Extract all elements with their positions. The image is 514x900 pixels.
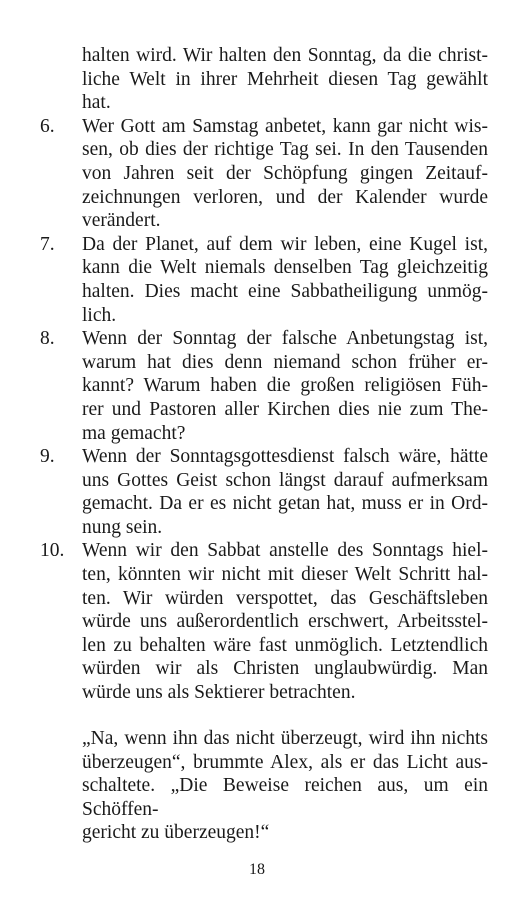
text-line: würde uns außerordentlich erschwert, Arbeitsstel- [82,611,488,633]
numbered-list [40,44,488,705]
text-line: ma gemacht? [82,422,186,444]
text-line: liche Welt in ihrer Mehrheit diesen Tag gewählt [82,68,488,90]
item-number: 8. [40,328,55,350]
text-line: hat. [82,92,111,114]
item-number: 9. [40,446,55,468]
list-item-continued [40,44,488,115]
text-line: halten wird. Wir halten den Sonntag, da die christ- [82,45,488,66]
item-number: 6. [40,115,55,137]
text-line: Wenn wir den Sabbat anstelle des Sonntags hiel- [82,540,488,562]
list-item-6 [40,115,488,233]
text-line: uns Gottes Geist schon längst darauf aufmerksam [82,469,488,491]
text-line: verändert. [82,210,161,232]
list-item-10 [40,539,488,704]
list-item-9 [40,445,488,539]
closing-paragraph [82,727,488,845]
text-line: schaltete. „Die Beweise reichen aus, um ein Schöffen- [82,775,488,820]
text-line: kannt? Warum haben die großen religiösen Füh- [82,375,488,397]
text-line: sen, ob dies der richtige Tag sei. In den Tausenden [82,139,488,161]
text-line: ten. Wir würden verspottet, das Geschäftsleben [82,587,488,609]
text-line: zeichnungen verloren, und der Kalender wurde [82,186,488,208]
item-number: 10. [40,540,65,562]
text-line: gemacht. Da er es nicht getan hat, muss er in Ord- [82,493,488,515]
text-line: rer und Pastoren aller Kirchen dies nie zum The- [82,398,488,420]
text-line: halten. Dies macht eine Sabbatheiligung unmög- [82,280,488,302]
page-number: 18 [249,861,265,878]
list-item-7 [40,233,488,327]
text-line: ten, könnten wir nicht mit dieser Welt Schritt hal- [82,564,488,586]
text-line: würde uns als Sektierer betrachten. [82,682,356,704]
text-line: „Na, wenn ihn das nicht überzeugt, wird ihn nichts [82,728,488,749]
text-line: warum hat dies denn niemand schon früher er- [82,351,488,373]
text-line: würden wir als Christen unglaubwürdig. Man [82,658,488,680]
text-line: len zu behalten wäre fast unmöglich. Letztendlich [82,634,488,656]
text-line: gericht zu überzeugen!“ [82,822,270,844]
text-line: Da der Planet, auf dem wir leben, eine Kugel ist, [82,233,488,255]
list-item-8 [40,327,488,445]
text-line: lich. [82,304,117,326]
text-line: Wenn der Sonntag der falsche Anbetungstag ist, [82,328,488,350]
text-line: überzeugen“, brummte Alex, als er das Licht aus- [82,751,488,773]
text-line: Wer Gott am Samstag anbetet, kann gar nicht wis- [82,115,488,137]
text-line: Wenn der Sonntagsgottesdienst falsch wäre, hätte [82,446,488,468]
text-line: nung sein. [82,516,163,538]
text-line: kann die Welt niemals denselben Tag gleichzeitig [82,257,488,279]
text-line: von Jahren seit der Schöpfung gingen Zeitauf- [82,162,488,184]
item-number: 7. [40,233,55,255]
